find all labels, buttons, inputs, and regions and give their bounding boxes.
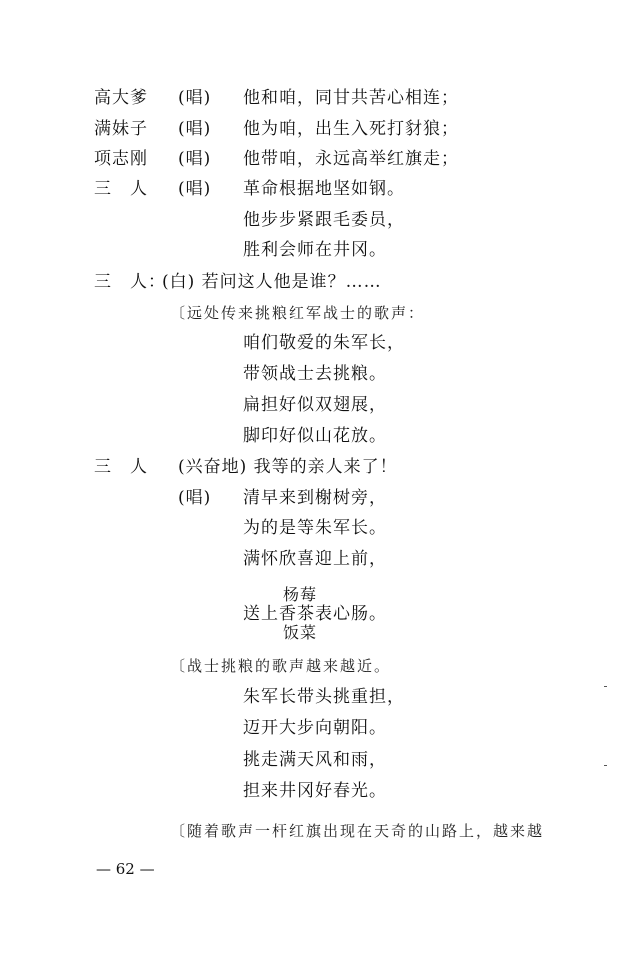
lyric-line: 送上香茶表心肠。 (243, 604, 387, 624)
lyric-line: 他步步紧跟毛委员， (243, 210, 405, 230)
lyric-line: 他为咱，出生入死打豺狼； (243, 119, 459, 139)
lyric-line: 带领战士去挑粮。 (243, 364, 387, 384)
mode-sing: (唱) (178, 88, 212, 108)
lyric-line: 咱们敬爱的朱军长， (243, 333, 405, 353)
mode-sing: (唱) (178, 488, 212, 508)
mode-sing: (唱) (178, 179, 212, 199)
alt-word-top: 杨莓 (283, 585, 318, 604)
lyric-line: 革命根据地坚如钢。 (243, 179, 405, 199)
lyric-line: 担来井冈好春光。 (243, 781, 387, 801)
scan-mark (604, 686, 607, 687)
lyric-line: 胜利会师在井冈。 (243, 240, 387, 260)
lyric-line: 满怀欣喜迎上前， (243, 549, 387, 569)
lyric-line: 他和咱，同甘共苦心相连； (243, 88, 459, 108)
mode-sing: (唱) (178, 119, 212, 139)
lyric-line: 扁担好似双翅展， (243, 395, 387, 415)
speaker-three: 三 人： (94, 272, 166, 292)
lyric-line: 他带咱，永远高举红旗走； (243, 149, 459, 169)
stage-direction: 〔战士挑粮的歌声越来越近。 (170, 657, 392, 675)
stage-direction: 〔随着歌声一杆红旗出现在天奇的山路上，越来越 (170, 822, 545, 840)
lyric-line: 脚印好似山花放。 (243, 426, 387, 446)
lyric-line: 挑走满天风和雨， (243, 750, 387, 770)
lyric-line: 迈开大步向朝阳。 (243, 718, 387, 738)
speaker-man: 满妹子 (94, 119, 148, 139)
lyric-line: 为的是等朱军长。 (243, 518, 387, 538)
speaker-xiang: 项志刚 (94, 149, 148, 169)
stage-direction: 〔远处传来挑粮红军战士的歌声： (170, 304, 426, 322)
spoken-line: (白) 若问这人他是谁？…… (162, 272, 382, 292)
page-number: — 62 — (96, 860, 155, 878)
speaker-three: 三 人 (94, 457, 148, 477)
mode-sing: (唱) (178, 149, 212, 169)
spoken-line: (兴奋地) 我等的亲人来了！ (178, 457, 398, 477)
scan-mark (604, 765, 607, 766)
lyric-line: 清早来到榭树旁， (243, 488, 387, 508)
lyric-line: 朱军长带头挑重担， (243, 687, 405, 707)
speaker-three: 三 人 (94, 179, 148, 199)
speaker-gao: 高大爹 (94, 88, 148, 108)
alt-word-bottom: 饭菜 (283, 623, 318, 642)
